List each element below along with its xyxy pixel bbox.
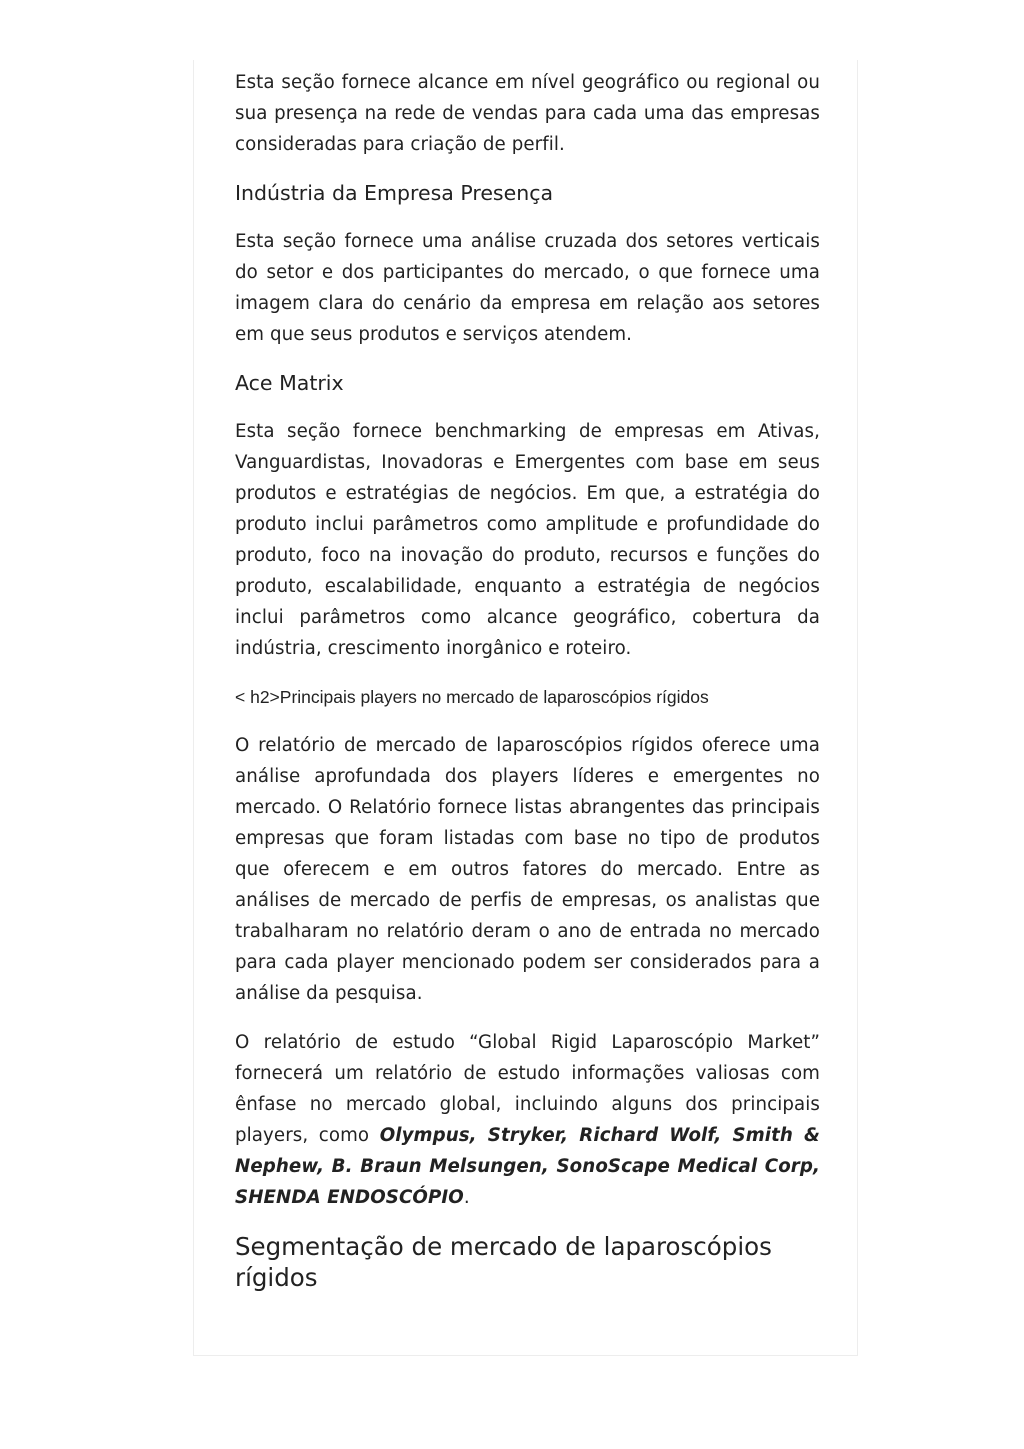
raw-h2-text: < h2>Principais players no mercado de laparoscópios rígidos (235, 687, 709, 707)
key-players-list: Olympus, Stryker, Richard Wolf, Smith & Nephew, B. Braun Melsungen, SonoScape Medical Corp, SHENDA ENDOSCÓPIO (235, 1125, 820, 1208)
paragraph-industry-analysis: Esta seção fornece uma análise cruzada dos setores verticais do setor e dos participantes do mercado, o que fornece uma imagem clara do cenário da empresa em relação aos setores em que seus produtos e serviços atendem. (235, 231, 820, 345)
heading-ace-matrix: Ace Matrix (235, 371, 344, 395)
paragraph-key-players (235, 1027, 820, 1213)
paragraph-ace-matrix: Esta seção fornece benchmarking de empresas em Ativas, Vanguardistas, Inovadoras e Emergentes com base em seus produtos e estratégias de negócios. Em que, a estratégia do produto inclui parâmetros como amplitude e profundidade do produto, foco na inovação do produto, recursos e funções do produto, escalabilidade, enquanto a estratégia de negócios inclui parâmetros como alcance geográfico, cobertura da indústria, crescimento inorgânico e roteiro. (235, 421, 820, 659)
key-players-intro: O relatório de estudo “Global Rigid Laparoscópio Market” fornecerá um relatório de estudo informações valiosas com ênfase no mercado global, incluindo alguns dos principais players, como (235, 1032, 820, 1146)
heading-market-segmentation: Segmentação de mercado de laparoscópios rígidos (235, 1232, 772, 1292)
article-card (193, 60, 858, 1356)
article-content (235, 67, 820, 1293)
heading-industry-presence: Indústria da Empresa Presença (235, 181, 554, 205)
paragraph-market-report: O relatório de mercado de laparoscópios rígidos oferece uma análise aprofundada dos players líderes e emergentes no mercado. O Relatório fornece listas abrangentes das principais empresas que foram listadas com base no tipo de produtos que oferecem e em outros fatores do mercado. Entre as análises de mercado de perfis de empresas, os analistas que trabalharam no relatório deram o ano de entrada no mercado para cada player mencionado podem ser considerados para a análise da pesquisa. (235, 735, 820, 1004)
paragraph-geographic-reach: Esta seção fornece alcance em nível geográfico ou regional ou sua presença na rede de vendas para cada uma das empresas consideradas para criação de perfil. (235, 72, 820, 155)
key-players-end: . (463, 1187, 470, 1208)
